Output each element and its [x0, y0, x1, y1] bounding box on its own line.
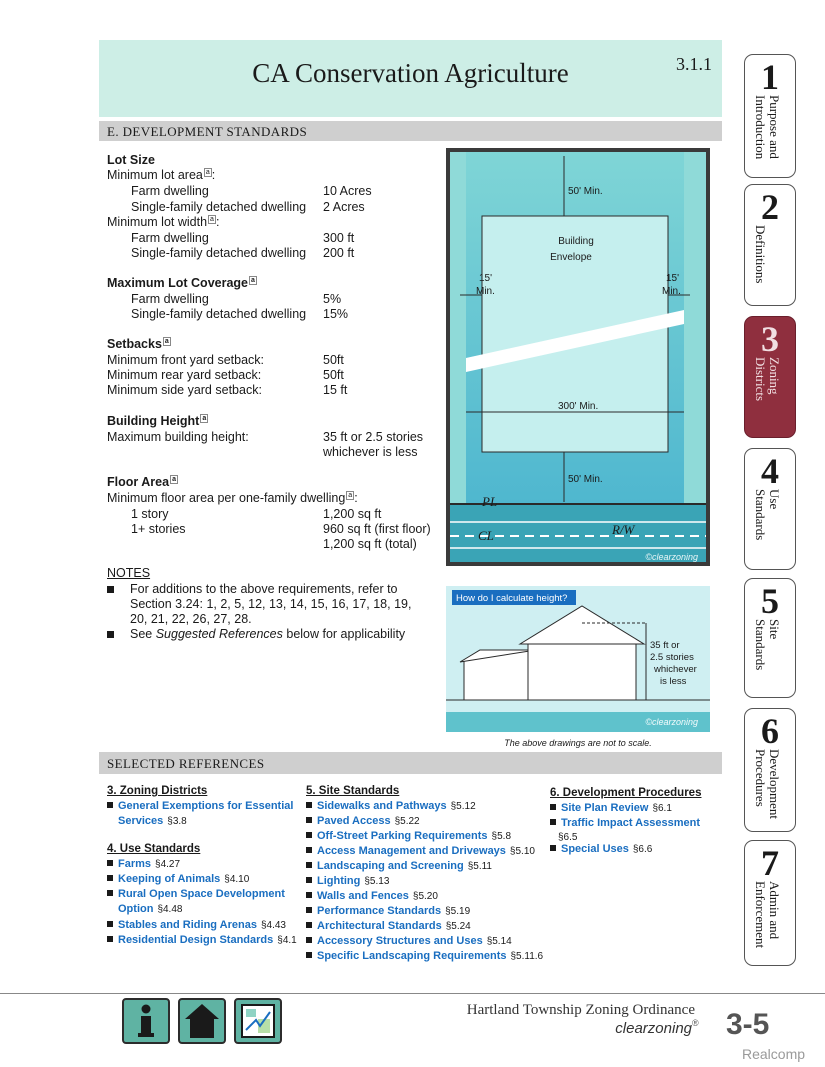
width-label: 300' Min.: [558, 401, 599, 412]
coverage-title: Maximum Lot Coverage $^a$: [107, 276, 255, 290]
floor-area-title: Floor Area $^a$: [107, 475, 176, 489]
notes-title: NOTES: [107, 566, 151, 580]
site-standards-title: 5. Site Standards: [306, 785, 400, 797]
page-header: [99, 40, 722, 117]
ref-paved-access[interactable]: Paved Access §5.22: [306, 815, 420, 827]
notes-item1-line2: Section 3.24: 1, 2, 5, 12, 13, 14, 15, 16, 17, 18, 19,: [130, 597, 412, 611]
ref-architectural-standards[interactable]: Architectural Standards §5.24: [306, 920, 471, 932]
selected-references-heading: SELECTED REFERENCES: [107, 756, 265, 771]
ref-farms[interactable]: Farms §4.27: [107, 858, 180, 870]
house-body: [528, 640, 636, 700]
ref-sidewalks[interactable]: Sidewalks and Pathways §5.12: [306, 800, 476, 812]
ref-site-plan-review[interactable]: Site Plan Review §6.1: [550, 802, 672, 814]
coverage-farm-value: 5%: [323, 292, 342, 306]
ref-performance-standards[interactable]: Performance Standards §5.19: [306, 905, 470, 917]
coverage-single-value: 15%: [323, 307, 349, 321]
left-side-label-2: Min.: [476, 286, 495, 297]
ref-special-uses[interactable]: Special Uses §6.6: [550, 843, 652, 855]
front-setback-label: Minimum front yard setback:: [107, 353, 264, 367]
ordinance-name: Hartland Township Zoning Ordinance: [466, 1002, 695, 1018]
lot-width-farm-value: 300 ft: [323, 231, 355, 245]
lot-width-single-value: 200 ft: [323, 246, 355, 260]
lot-area-single-value: 2 Acres: [323, 200, 365, 214]
height-label-3: whichever: [654, 664, 697, 675]
height-value-1: 35 ft or 2.5 stories: [323, 430, 424, 444]
page-title: CA Conservation Agriculture: [252, 58, 569, 88]
floor-area-label: Minimum floor area per one-family dwelling $^a$ :: [107, 491, 358, 505]
question-text: How do I calculate height?: [456, 593, 568, 604]
footer-divider: [0, 993, 825, 994]
ref-residential-design[interactable]: Residential Design Standards §4.1: [107, 934, 297, 946]
tab-definitions[interactable]: 2 Definitions: [744, 184, 796, 306]
notes-bullet: [107, 586, 114, 593]
zoning-districts-title: 3. Zoning Districts: [107, 785, 208, 797]
notes-item2: See Suggested References below for applicability: [130, 627, 406, 641]
front-setback-label: 50' Min.: [568, 186, 603, 197]
page-number: 3-5: [726, 1008, 770, 1041]
lot-width-single-label: Single-family detached dwelling: [131, 246, 307, 260]
rear-setback-label: Minimum rear yard setback:: [107, 368, 262, 382]
tab-purpose-introduction[interactable]: 1 Purpose and Introduction: [744, 54, 796, 178]
realcomp-watermark: Realcomp: [742, 1046, 806, 1062]
development-standards-heading: E. DEVELOPMENT STANDARDS: [107, 124, 308, 139]
rear-setback-label: 50' Min.: [568, 474, 603, 485]
map-icon[interactable]: [234, 998, 282, 1044]
lot-area-farm-value: 10 Acres: [323, 184, 372, 198]
ref-traffic-impact-sec[interactable]: §6.5: [558, 832, 578, 843]
right-of-way-label: R/W: [612, 522, 635, 537]
lot-size-title: Lot Size: [107, 153, 155, 167]
setbacks-title: Setbacks $^a$: [107, 337, 169, 351]
ref-accessory-structures[interactable]: Accessory Structures and Uses §5.14: [306, 935, 512, 947]
tab-development-procedures[interactable]: 6 Development Procedures: [744, 708, 796, 832]
front-setback-value: 50ft: [323, 353, 344, 367]
right-side-label-1: 15': [666, 273, 680, 284]
diagram-watermark: ©clearzoning: [645, 552, 698, 562]
height-title: Building Height $^a$: [107, 414, 207, 428]
left-side-label-1: 15': [479, 273, 493, 284]
height-label-2: 2.5 stories: [650, 652, 694, 663]
ref-general-exemptions-cont[interactable]: Services §3.8: [118, 815, 187, 827]
ref-stables[interactable]: Stables and Riding Arenas §4.43: [107, 919, 286, 931]
rear-setback-value: 50ft: [323, 368, 344, 382]
floor-area-1-story-label: 1 story: [131, 507, 169, 521]
ref-keeping-of-animals[interactable]: Keeping of Animals §4.10: [107, 873, 249, 885]
coverage-farm-label: Farm dwelling: [131, 292, 209, 306]
use-standards-title: 4. Use Standards: [107, 843, 201, 855]
tab-zoning-districts[interactable]: 3 Zoning Districts: [744, 316, 796, 438]
development-procedures-title: 6. Development Procedures: [550, 787, 702, 799]
notes-item1-line1: For additions to the above requirements, refer to: [130, 582, 398, 596]
right-side-label-2: Min.: [662, 286, 681, 297]
ref-walls-fences[interactable]: Walls and Fences §5.20: [306, 890, 438, 902]
notes-bullet: [107, 631, 114, 638]
section-number: 3.1.1: [676, 54, 712, 74]
height-watermark: ©clearzoning: [645, 717, 698, 727]
height-label-4: is less: [660, 676, 687, 687]
lot-area-single-label: Single-family detached dwelling: [131, 200, 307, 214]
ref-off-street-parking[interactable]: Off-Street Parking Requirements §5.8: [306, 830, 511, 842]
floor-area-1-story-value: 1,200 sq ft: [323, 507, 382, 521]
ref-landscaping[interactable]: Landscaping and Screening §5.11: [306, 860, 492, 872]
envelope-label-1: Building: [558, 236, 594, 247]
lot-area-farm-label: Farm dwelling: [131, 184, 209, 198]
ref-general-exemptions[interactable]: General Exemptions for Essential: [107, 800, 293, 812]
development-standards-bar: [99, 121, 722, 141]
side-setback-label: Minimum side yard setback:: [107, 383, 262, 397]
height-diagram: [446, 586, 710, 732]
centerline-label: CL: [478, 528, 494, 543]
ref-rural-open-space-option[interactable]: Option §4.48: [118, 903, 183, 915]
tab-admin-enforcement[interactable]: 7 Admin and Enforcement: [744, 840, 796, 966]
envelope-label-2: Envelope: [550, 252, 592, 263]
registered-mark: ®: [692, 1018, 699, 1028]
info-icon[interactable]: [122, 998, 170, 1044]
brand-logo: clearzoning: [615, 1020, 692, 1037]
height-value-2: whichever is less: [323, 445, 418, 459]
floor-area-1plus-label: 1+ stories: [131, 522, 186, 536]
tab-site-standards[interactable]: 5 Site Standards: [744, 578, 796, 698]
scale-note: The above drawings are not to scale.: [504, 738, 652, 748]
lot-setback-diagram: [446, 148, 710, 566]
floor-area-1plus-value-2: 1,200 sq ft (total): [323, 537, 417, 551]
property-line-label: PL: [482, 494, 498, 509]
min-lot-area-label: Minimum lot area $^a$ :: [107, 168, 216, 182]
ref-access-management[interactable]: Access Management and Driveways §5.10: [306, 845, 535, 857]
height-label-1: 35 ft or: [650, 640, 680, 651]
selected-references-bar: [99, 752, 722, 774]
floor-area-1plus-value-1: 960 sq ft (first floor): [323, 522, 431, 536]
side-setback-value: 15 ft: [323, 383, 348, 397]
home-icon[interactable]: [178, 998, 226, 1044]
notes-item1-line3: 20, 21, 22, 26, 27, 28.: [130, 612, 252, 626]
ref-traffic-impact[interactable]: Traffic Impact Assessment: [550, 817, 700, 829]
ref-rural-open-space[interactable]: Rural Open Space Development: [107, 888, 285, 900]
height-label: Maximum building height:: [107, 430, 249, 444]
tab-use-standards[interactable]: 4 Use Standards: [744, 448, 796, 570]
coverage-single-label: Single-family detached dwelling: [131, 307, 307, 321]
lot-width-farm-label: Farm dwelling: [131, 231, 209, 245]
min-lot-width-label: Minimum lot width $^a$ :: [107, 215, 220, 229]
ref-lighting[interactable]: Lighting §5.13: [306, 875, 389, 887]
ref-specific-landscaping[interactable]: Specific Landscaping Requirements §5.11.6: [306, 950, 543, 962]
